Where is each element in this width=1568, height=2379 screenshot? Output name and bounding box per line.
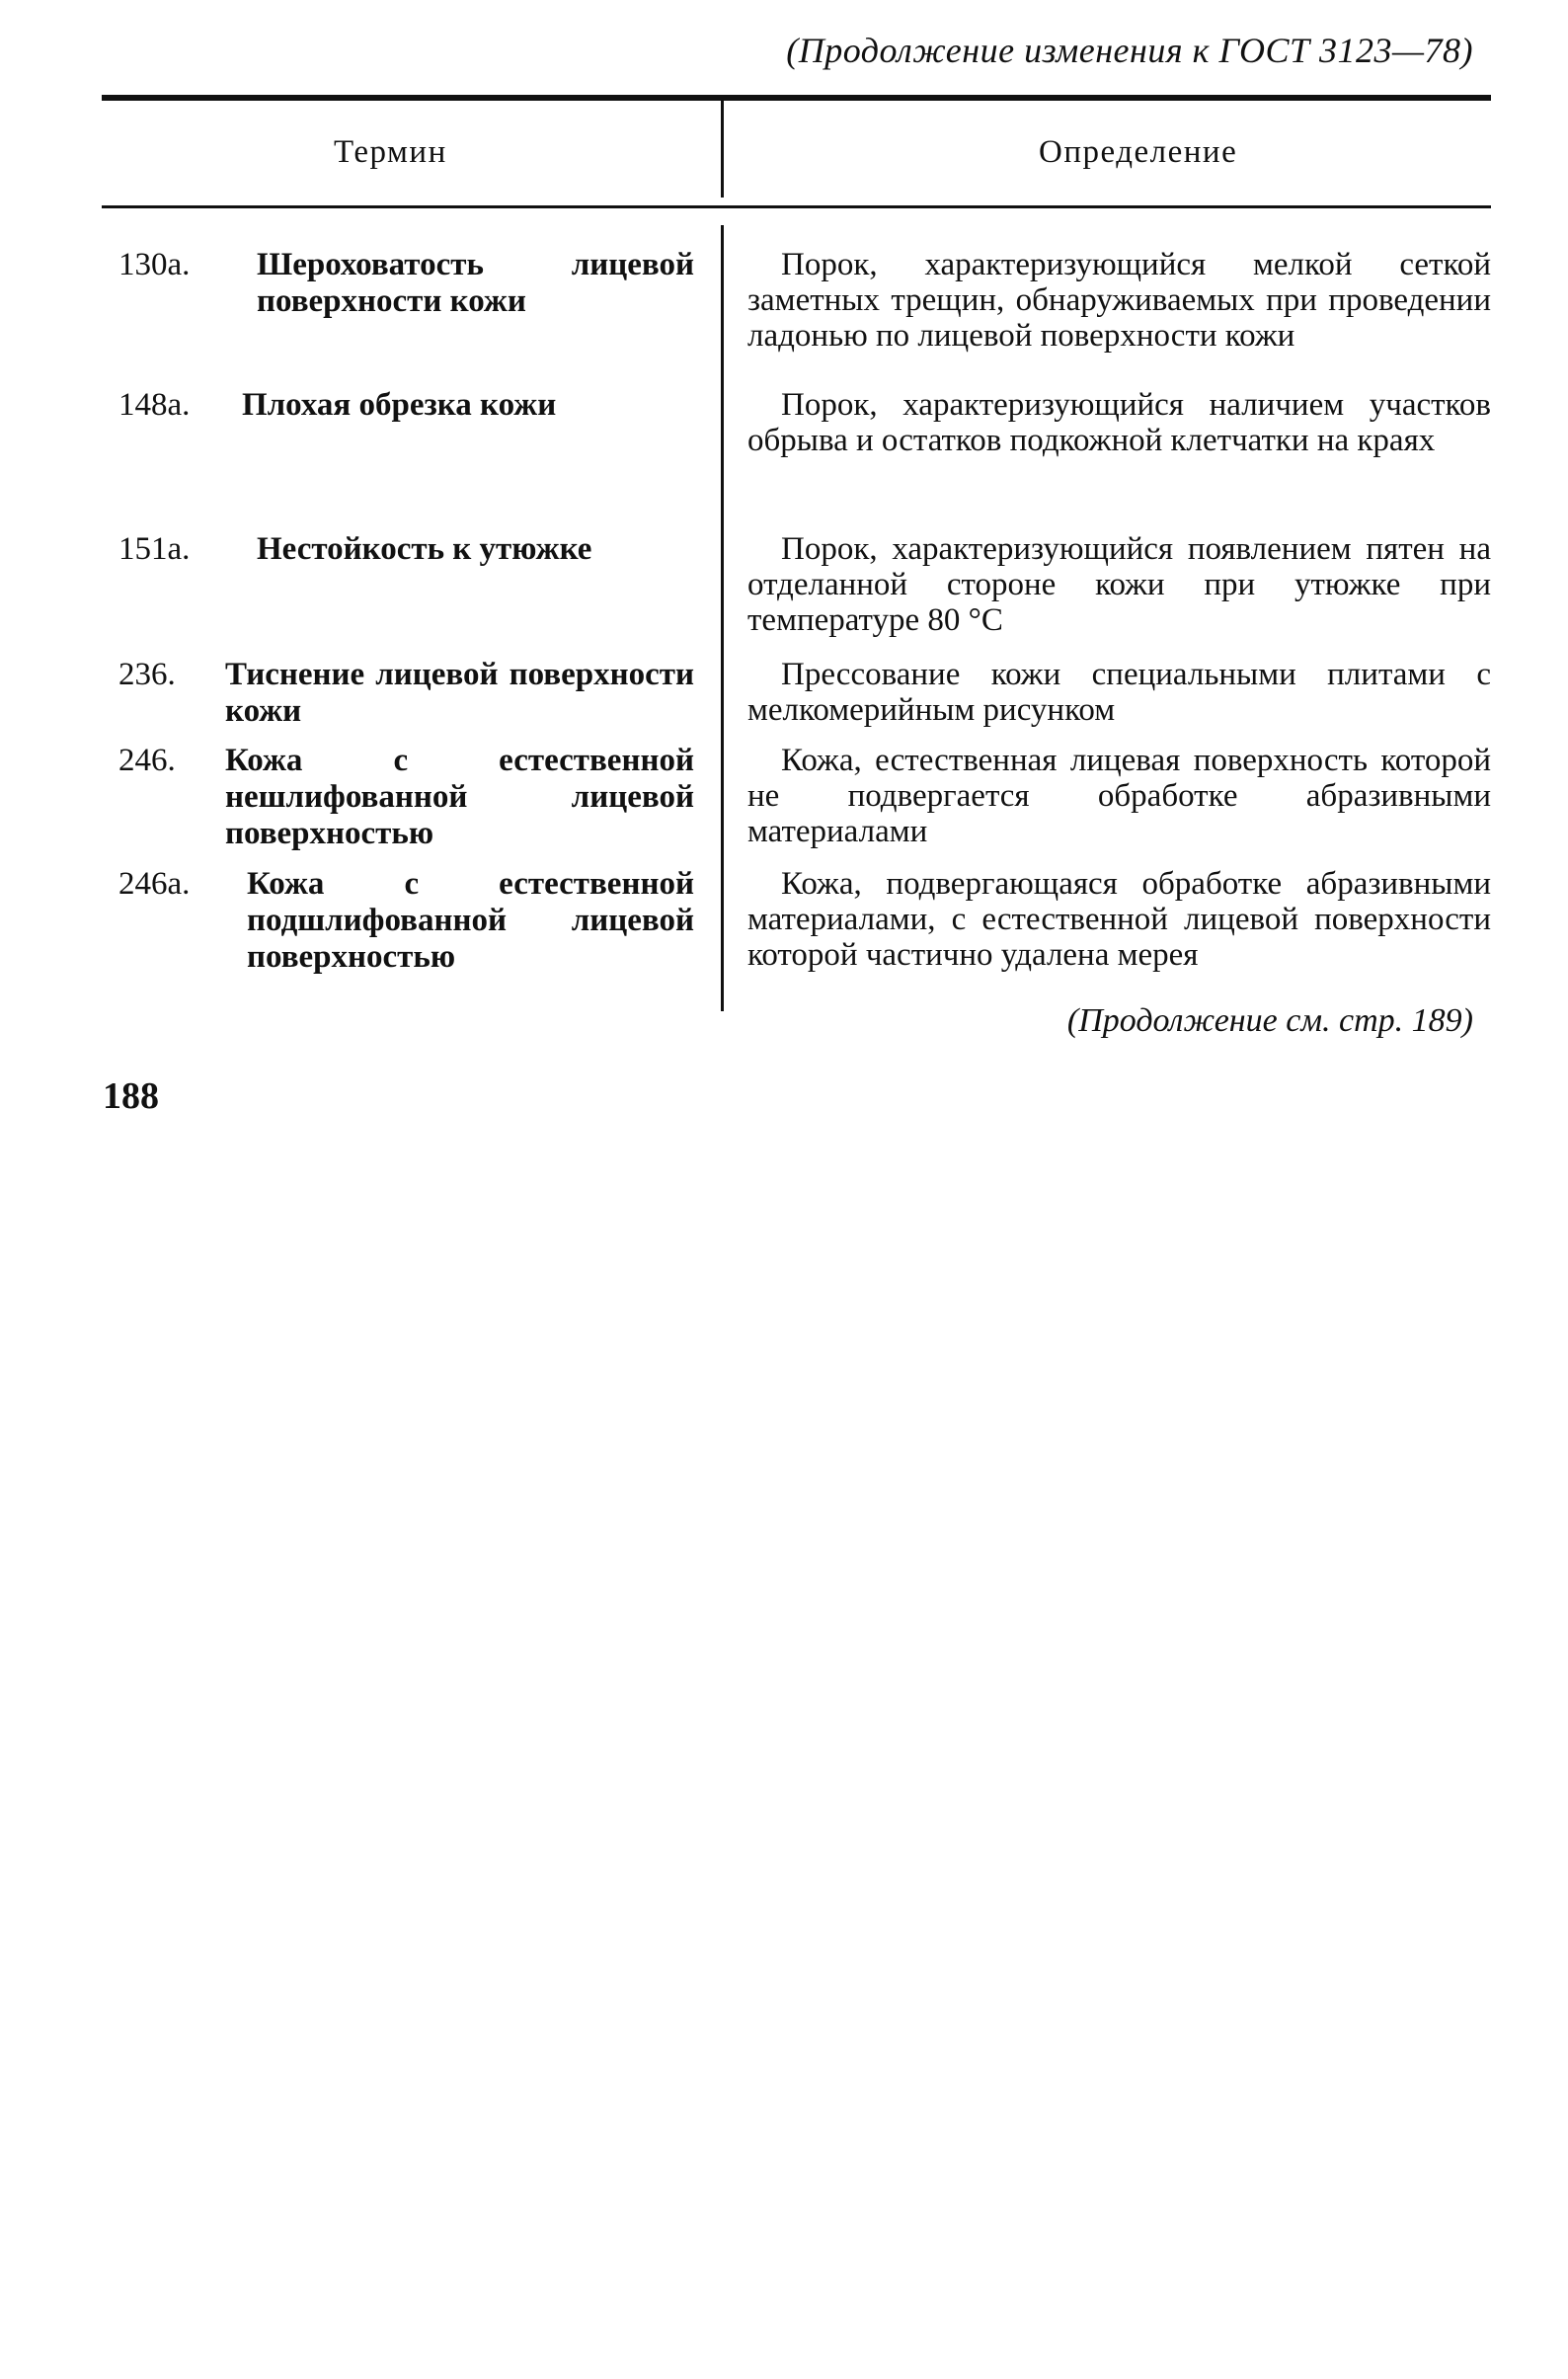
term-cell <box>118 387 694 424</box>
definition-cell: Порок, характеризующийся мелкой сеткой заметных трещин, обнаруживаемых при проведении ладонью по лицевой поверхности кожи <box>747 247 1491 354</box>
definition-cell: Порок, характеризующийся наличием участков обрыва и остатков подкожной клетчатки на краях <box>747 387 1491 458</box>
term-cell <box>118 743 694 852</box>
term-cell <box>118 657 694 730</box>
page-header-caption: (Продолжение изменения к ГОСТ 3123—78) <box>786 31 1473 70</box>
term-text: Шероховатость лицевой поверхности кожи <box>257 247 694 319</box>
continuation-note: (Продолжение см. стр. 189) <box>1066 1002 1473 1039</box>
table-header-rule <box>102 205 1491 208</box>
term-text: Кожа с естественной подшлифованной лицевой поверхностью <box>247 866 694 975</box>
term-cell <box>118 247 694 320</box>
definition-cell: Порок, характеризующийся появлением пятен на отделанной стороне кожи при утюжке при температуре 80 °C <box>747 531 1491 638</box>
term-number: 246. <box>118 743 176 778</box>
term-number: 246а. <box>118 866 191 902</box>
term-cell <box>118 531 694 568</box>
term-number: 148а. <box>118 387 191 423</box>
body-column-divider <box>721 225 724 1011</box>
term-text: Тиснение лицевой поверхности кожи <box>225 657 694 729</box>
term-number: 151а. <box>118 531 191 567</box>
column-header-term: Термин <box>334 134 447 170</box>
table-top-rule <box>102 95 1491 101</box>
term-number: 130а. <box>118 247 191 282</box>
page-number: 188 <box>103 1075 159 1117</box>
definition-cell: Кожа, естественная лицевая поверхность которой не подвергается обработке абразивными материалами <box>747 743 1491 849</box>
term-text: Кожа с естественной нешлифованной лицевой поверхностью <box>225 743 694 851</box>
definition-cell: Кожа, подвергающаяся обработке абразивными материалами, с естественной лицевой поверхности которой частично удалена мерея <box>747 866 1491 973</box>
definition-cell: Прессование кожи специальными плитами с мелкомерийным рисунком <box>747 657 1491 728</box>
term-number: 236. <box>118 657 176 692</box>
term-cell <box>118 866 694 976</box>
term-text: Нестойкость к утюжке <box>257 531 592 567</box>
column-header-definition: Определение <box>1039 134 1238 170</box>
term-text: Плохая обрезка кожи <box>242 387 557 423</box>
